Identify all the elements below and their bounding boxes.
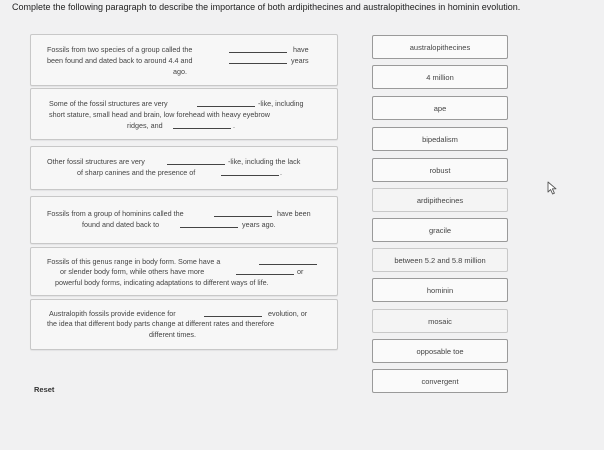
q2-text-line3a: ridges, and [127,121,163,130]
q6-text-line1b: evolution, or [268,309,308,318]
q1-text-line2a: been found and dated back to around 4.4 and [47,56,193,65]
option-bipedalism[interactable]: bipedalism [372,127,508,151]
q6-text-line2: the idea that different body parts change at different rates and therefore [47,319,275,328]
q2-text-line1b: -like, including [258,99,304,108]
q5-blank-1[interactable] [259,264,317,265]
question-box-5 [30,247,338,296]
option-australopithecines[interactable]: australopithecines [372,35,508,59]
q2-text-line2: short stature, small head and brain, low forehead with heavy eyebrow [49,110,270,119]
option-ardipithecines[interactable]: ardipithecines [372,188,508,212]
q1-text-line1b: have [293,45,309,54]
question-box-4 [30,196,338,244]
q4-blank-2[interactable] [180,227,238,228]
q2-text-line3b: . [233,121,235,130]
q2-text-line1a: Some of the fossil structures are very [49,99,168,108]
mouse-cursor-icon [547,181,558,200]
question-box-1 [30,34,338,86]
instructions: Complete the following paragraph to describe the importance of both ardipithecines and australopithecines in hominin evolution. [12,2,521,12]
q4-text-line1a: Fossils from a group of hominins called the [47,209,184,218]
q1-blank-1[interactable] [229,52,287,53]
q5-text-line1a: Fossils of this genus range in body form. Some have a [47,257,221,266]
q5-text-line2b: or [297,267,304,276]
q1-blank-2[interactable] [229,63,287,64]
q4-text-line2b: years ago. [242,220,276,229]
q3-text-line2b: . [280,168,282,177]
q5-text-line3: powerful body forms, indicating adaptations to different ways of life. [55,278,269,287]
option-between-5-2-and-5-8-million[interactable]: between 5.2 and 5.8 million [372,248,508,272]
q3-text-line1a: Other fossil structures are very [47,157,145,166]
option-robust[interactable]: robust [372,158,508,182]
option-4-million[interactable]: 4 million [372,65,508,89]
question-box-2 [30,88,338,140]
q6-text-line1a: Australopith fossils provide evidence for [49,309,176,318]
q4-blank-1[interactable] [214,216,272,217]
q3-text-line1b: -like, including the lack [228,157,301,166]
q6-blank-1[interactable] [204,316,262,317]
option-gracile[interactable]: gracile [372,218,508,242]
q2-blank-1[interactable] [197,106,255,107]
q4-text-line1b: have been [277,209,311,218]
q5-blank-2[interactable] [236,274,294,275]
q5-text-line2a: or slender body form, while others have more [60,267,205,276]
option-mosaic[interactable]: mosaic [372,309,508,333]
option-hominin[interactable]: hominin [372,278,508,302]
q3-blank-2[interactable] [221,175,279,176]
question-box-6 [30,299,338,350]
q1-text-line3: ago. [173,67,187,76]
q1-text-line2b: years [291,56,309,65]
q6-text-line3: different times. [149,330,197,339]
reset-button[interactable]: Reset [34,385,55,394]
q3-text-line2a: of sharp canines and the presence of [77,168,196,177]
q2-blank-2[interactable] [173,128,231,129]
q3-blank-1[interactable] [167,164,225,165]
q4-text-line2a: found and dated back to [82,220,160,229]
option-convergent[interactable]: convergent [372,369,508,393]
question-box-3 [30,146,338,190]
option-ape[interactable]: ape [372,96,508,120]
q1-text-line1a: Fossils from two species of a group called the [47,45,193,54]
option-opposable-toe[interactable]: opposable toe [372,339,508,363]
